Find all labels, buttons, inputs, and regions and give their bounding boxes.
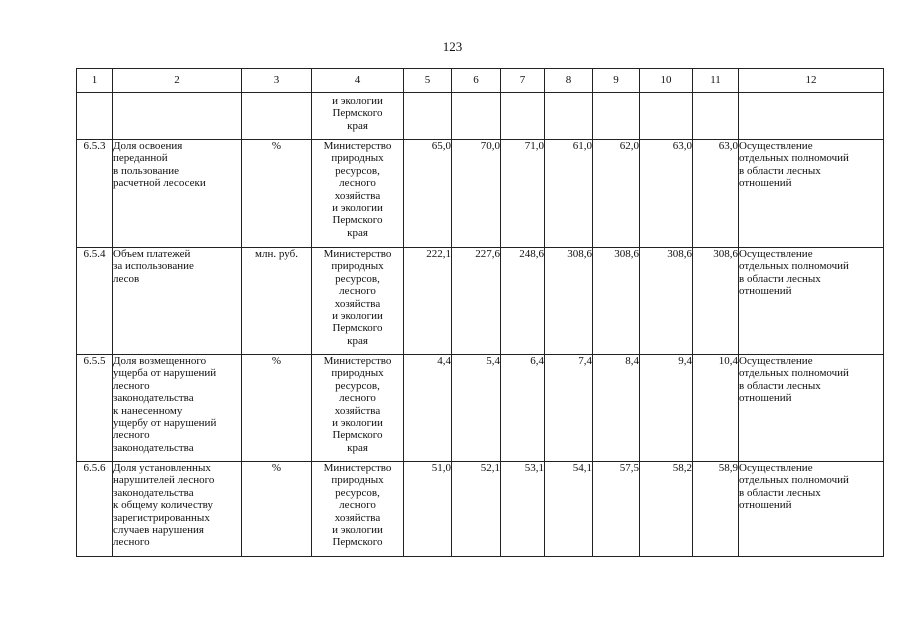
value-cell-text: 227,6 [475,248,500,260]
empty-cell [77,93,113,140]
value-cell [404,462,452,557]
executor-cell-text: Министерство природных ресурсов, лесного хозяйства и экологии Пермского края [323,140,392,239]
executor-cell-text: Министерство природных ресурсов, лесного хозяйства и экологии Пермского края [323,355,392,454]
value-cell [404,140,452,248]
value-cell-text: 65,0 [431,140,451,152]
executor-cell [312,248,404,355]
empty-cell [113,93,242,140]
value-cell-text: 53,1 [524,462,544,474]
indicator-name-text: Доля освоения переданной в пользование расчетной лесосеки [113,140,206,190]
value-cell [404,355,452,462]
executor-text: и экологии Пермского края [332,95,383,132]
executor-cell-text: Министерство природных ресурсов, лесного хозяйства и экологии Пермского [323,462,392,549]
empty-cell [739,93,884,140]
value-cell-text: 10,4 [718,355,738,367]
header-cell: 11 [693,69,739,93]
value-cell [404,248,452,355]
indicator-name [113,355,242,462]
value-cell [640,248,693,355]
header-row [77,69,884,93]
header-cell: 8 [545,69,593,93]
indicator-code [77,140,113,248]
executor-cell [312,355,404,462]
note-cell [739,140,884,248]
header-cell: 2 [113,69,242,93]
header-cell: 6 [452,69,501,93]
value-cell [545,248,593,355]
header-cell: 7 [501,69,545,93]
unit-cell [242,355,312,462]
executor-cell-text: Министерство природных ресурсов, лесного хозяйства и экологии Пермского края [323,248,392,347]
indicator-name-text: Доля установленных нарушителей лесного законодательства к общему количеству зарегистрированных случаев нарушения лесного [113,462,215,549]
unit-cell [242,140,312,248]
table-row [77,462,884,557]
unit-cell [242,462,312,557]
header-cell: 3 [242,69,312,93]
value-cell [640,355,693,462]
executor-cell [312,140,404,248]
value-cell-text: 51,0 [431,462,451,474]
table-row [77,248,884,355]
value-cell [693,248,739,355]
value-cell [640,140,693,248]
value-cell-text: 308,6 [567,248,592,260]
indicator-name-text: Объем платежей за использование лесов [113,248,194,285]
value-cell [693,462,739,557]
header-cell: 5 [404,69,452,93]
unit-cell-text: % [271,140,282,152]
value-cell [501,462,545,557]
value-cell [593,140,640,248]
empty-cell [593,93,640,140]
value-cell-text: 57,5 [619,462,639,474]
value-cell-text: 308,6 [614,248,639,260]
value-cell [593,248,640,355]
value-cell-text: 58,9 [718,462,738,474]
value-cell-text: 71,0 [524,140,544,152]
value-cell [501,248,545,355]
value-cell [501,355,545,462]
value-cell-text: 63,0 [672,140,692,152]
empty-cell [545,93,593,140]
indicator-code-text: 6.5.3 [83,140,106,152]
value-cell [452,140,501,248]
value-cell-text: 308,6 [667,248,692,260]
value-cell [693,355,739,462]
executor-cell [312,462,404,557]
value-cell-text: 4,4 [437,355,451,367]
empty-cell [452,93,501,140]
header-cell: 12 [739,69,884,93]
continuation-row [77,93,884,140]
indicators-table [76,68,884,557]
header-cell: 10 [640,69,693,93]
value-cell-text: 308,6 [713,248,738,260]
unit-cell-text: млн. руб. [255,248,298,260]
value-cell-text: 248,6 [519,248,544,260]
note-cell [739,462,884,557]
value-cell-text: 52,1 [480,462,500,474]
empty-cell [242,93,312,140]
value-cell [693,140,739,248]
value-cell-text: 8,4 [625,355,639,367]
value-cell-text: 54,1 [572,462,592,474]
value-cell [545,140,593,248]
value-cell [545,355,593,462]
table-row [77,140,884,248]
value-cell-text: 6,4 [530,355,544,367]
empty-cell [640,93,693,140]
header-cell: 1 [77,69,113,93]
table-row [77,355,884,462]
indicator-code [77,355,113,462]
indicator-code-text: 6.5.6 [83,462,106,474]
value-cell-text: 70,0 [480,140,500,152]
value-cell-text: 9,4 [678,355,692,367]
note-cell-text: Осуществление отдельных полномочий в области лесных отношений [739,140,849,190]
page-number: 123 [442,39,463,54]
value-cell-text: 63,0 [718,140,738,152]
note-cell [739,355,884,462]
note-cell-text: Осуществление отдельных полномочий в области лесных отношений [739,355,849,405]
value-cell-text: 5,4 [486,355,500,367]
indicator-code [77,462,113,557]
executor-cell [312,93,404,140]
indicator-name [113,248,242,355]
unit-cell-text: % [271,462,282,474]
indicator-name-text: Доля возмещенного ущерба от нарушений лесного законодательства к нанесенному ущербу от нарушений лесного законодательства [113,355,217,454]
indicator-code-text: 6.5.4 [83,248,106,260]
header-cell: 4 [312,69,404,93]
note-cell-text: Осуществление отдельных полномочий в области лесных отношений [739,248,849,298]
indicator-name [113,462,242,557]
value-cell [452,248,501,355]
empty-cell [501,93,545,140]
indicator-code-text: 6.5.5 [83,355,106,367]
value-cell [452,462,501,557]
header-cell: 9 [593,69,640,93]
value-cell [501,140,545,248]
unit-cell [242,248,312,355]
note-cell-text: Осуществление отдельных полномочий в области лесных отношений [739,462,849,512]
value-cell [545,462,593,557]
value-cell [593,355,640,462]
value-cell [640,462,693,557]
value-cell-text: 58,2 [672,462,692,474]
empty-cell [693,93,739,140]
value-cell [452,355,501,462]
value-cell-text: 222,1 [426,248,451,260]
indicator-name [113,140,242,248]
note-cell [739,248,884,355]
unit-cell-text: % [271,355,282,367]
indicator-code [77,248,113,355]
value-cell-text: 62,0 [619,140,639,152]
empty-cell [404,93,452,140]
value-cell-text: 61,0 [572,140,592,152]
value-cell-text: 7,4 [578,355,592,367]
value-cell [593,462,640,557]
